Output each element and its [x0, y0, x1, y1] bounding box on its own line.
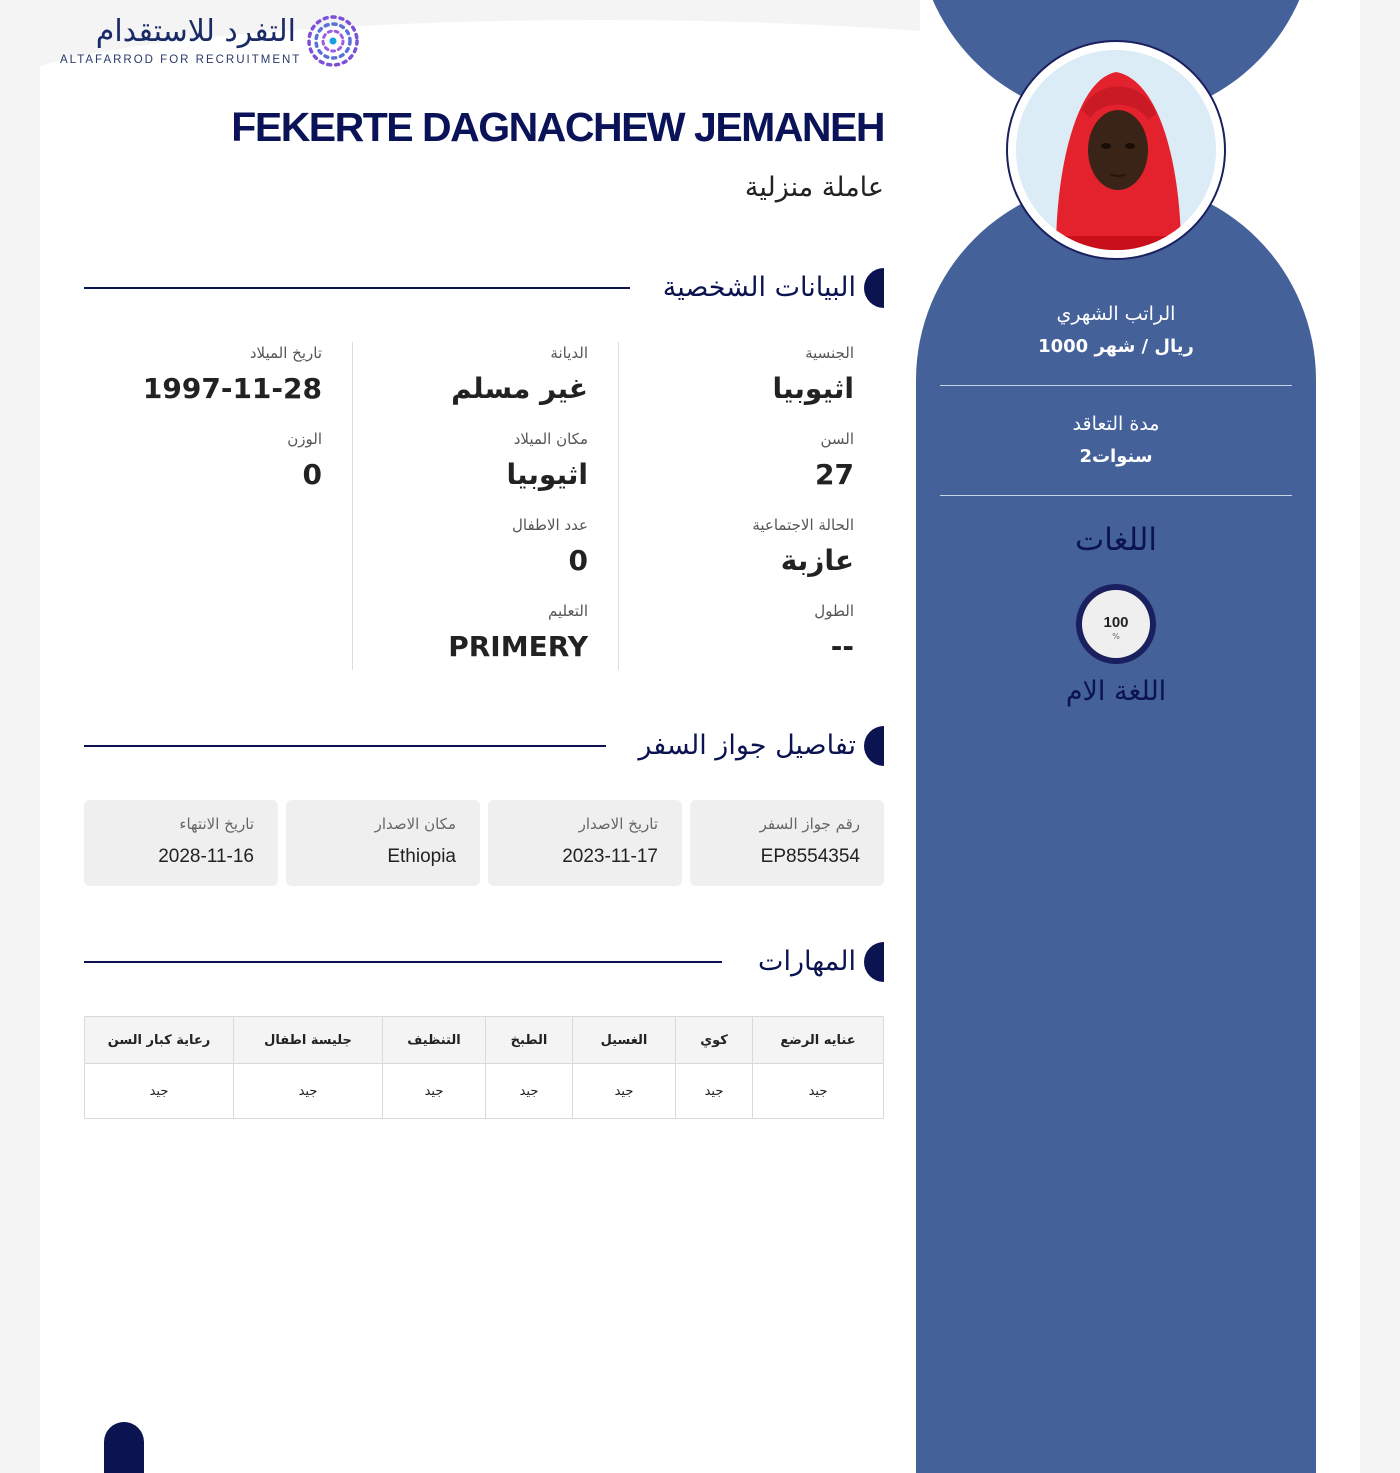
sidebar-body	[916, 180, 1316, 1473]
sidebar-divider	[940, 495, 1292, 496]
column-divider	[618, 342, 619, 670]
profile-photo	[1016, 50, 1216, 250]
height-label: الطول	[814, 602, 854, 620]
children-value: 0	[568, 544, 588, 577]
birthplace-label: مكان الميلاد	[513, 430, 588, 448]
passport-section-title: تفاصيل جواز السفر	[638, 730, 856, 761]
section-divider	[84, 961, 722, 963]
languages-title: اللغات	[1075, 522, 1157, 558]
marital-value: عازبة	[780, 544, 854, 577]
skill-value: جيد	[753, 1064, 884, 1119]
passport-issue-place-label: مكان الاصدار	[374, 815, 456, 833]
language-progress-inner	[1082, 590, 1150, 658]
logo-english-text: ALTAFARROD FOR RECRUITMENT	[60, 54, 302, 66]
skill-header: الطبخ	[486, 1017, 573, 1064]
age-label: السن	[820, 430, 854, 448]
children-field	[512, 516, 588, 577]
height-field	[814, 602, 854, 663]
dotted-circle-logo-icon	[306, 14, 360, 68]
job-title: عاملة منزلية	[744, 172, 884, 203]
column-divider	[352, 342, 353, 670]
passport-number-label: رقم جواز السفر	[759, 815, 860, 833]
passport-expiry-card	[84, 800, 278, 886]
birthplace-field	[506, 430, 588, 491]
skill-header: الغسيل	[573, 1017, 676, 1064]
weight-value: 0	[302, 458, 322, 491]
weight-label: الوزن	[287, 430, 322, 448]
skill-value: جيد	[486, 1064, 573, 1119]
section-divider	[84, 287, 630, 289]
cv-page	[40, 0, 1360, 1473]
age-value: 27	[815, 458, 854, 491]
height-value: --	[830, 630, 854, 663]
language-name: اللغة الام	[1065, 676, 1167, 707]
passport-issue-place-value: Ethiopia	[387, 846, 456, 867]
passport-issue-date-card	[488, 800, 682, 886]
company-logo[interactable]	[60, 14, 360, 74]
salary-value: 1000 ريال / شهر	[1038, 336, 1194, 357]
skill-value: جيد	[676, 1064, 753, 1119]
sidebar	[916, 0, 1316, 1473]
marital-label: الحالة الاجتماعية	[752, 516, 854, 534]
religion-label: الديانة	[550, 344, 588, 362]
personal-section-header	[84, 268, 884, 308]
education-value: PRIMERY	[448, 630, 588, 663]
skills-table	[84, 1016, 884, 1119]
religion-field	[451, 344, 588, 405]
nationality-label: الجنسية	[805, 344, 854, 362]
section-marker	[864, 268, 884, 308]
skills-header-row	[85, 1017, 884, 1064]
passport-number-card	[690, 800, 884, 886]
skills-value-row	[85, 1064, 884, 1119]
passport-expiry-value: 2028-11-16	[158, 846, 254, 867]
passport-issue-date-value: 2023-11-17	[562, 846, 658, 867]
birthdate-label: تاريخ الميلاد	[249, 344, 322, 362]
skill-value: جيد	[383, 1064, 486, 1119]
decorative-pill	[104, 1422, 144, 1473]
skills-section-header	[84, 942, 884, 982]
birthplace-value: اثيوبيا	[506, 458, 588, 491]
logo-arabic-text: التفرد للاستقدام	[95, 14, 296, 49]
age-field	[815, 430, 854, 491]
skill-value: جيد	[85, 1064, 234, 1119]
language-percent-sign: %	[1112, 632, 1120, 641]
weight-field	[287, 430, 322, 491]
language-percent: 100	[1103, 614, 1129, 631]
education-label: التعليم	[548, 602, 588, 620]
passport-section-header	[84, 726, 884, 766]
personal-section-title: البيانات الشخصية	[662, 272, 856, 303]
passport-issue-date-label: تاريخ الاصدار	[578, 815, 658, 833]
salary-label: الراتب الشهري	[1056, 303, 1176, 325]
profile-photo-frame	[1006, 40, 1226, 260]
language-progress-ring	[1076, 584, 1156, 664]
passport-number-value: EP8554354	[760, 846, 860, 867]
section-marker	[864, 726, 884, 766]
skill-header: عنايه الرضع	[753, 1017, 884, 1064]
skill-header: التنظيف	[383, 1017, 486, 1064]
nationality-value: اثيوبيا	[772, 372, 854, 405]
contract-label: مدة التعاقد	[1072, 413, 1160, 435]
religion-value: غير مسلم	[451, 372, 588, 405]
nationality-field	[772, 344, 854, 405]
passport-expiry-label: تاريخ الانتهاء	[179, 815, 254, 833]
contract-value: 2سنوات	[1079, 446, 1153, 467]
sidebar-divider	[940, 385, 1292, 386]
skills-section-title: المهارات	[758, 946, 856, 977]
marital-field	[752, 516, 854, 577]
skill-header: كوي	[676, 1017, 753, 1064]
skill-value: جيد	[234, 1064, 383, 1119]
profile-photo-image	[1016, 50, 1216, 250]
candidate-name: FEKERTE DAGNACHEW JEMANEH	[231, 104, 884, 150]
section-divider	[84, 745, 606, 747]
children-label: عدد الاطفال	[512, 516, 588, 534]
skill-header: رعاية كبار السن	[85, 1017, 234, 1064]
education-field	[448, 602, 588, 663]
skill-value: جيد	[573, 1064, 676, 1119]
birthdate-field	[143, 344, 322, 405]
skill-header: جليسة اطفال	[234, 1017, 383, 1064]
section-marker	[864, 942, 884, 982]
birthdate-value: 1997-11-28	[142, 372, 322, 405]
passport-issue-place-card	[286, 800, 480, 886]
